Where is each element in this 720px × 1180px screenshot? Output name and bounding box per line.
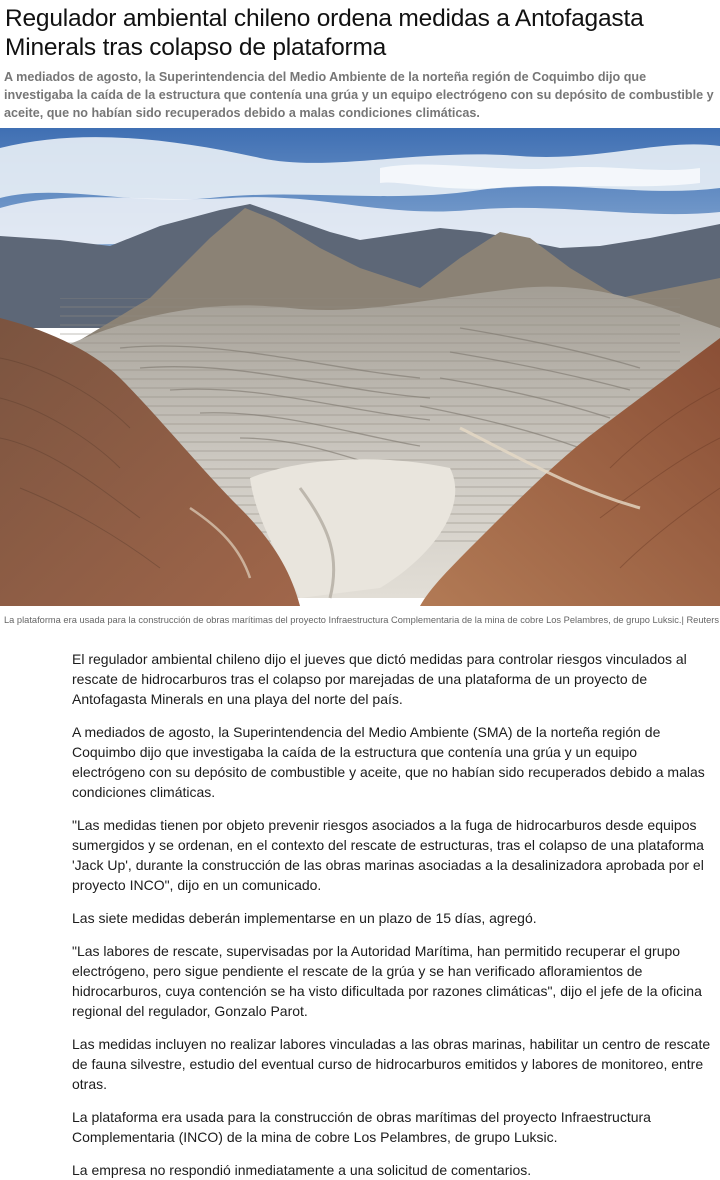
article-paragraph: "Las medidas tienen por objeto prevenir riesgos asociados a la fuga de hidrocarburos desde equipos sumergidos y se ordenan, en el contexto del rescate de estructuras, tras el colapso de una plataforma 'Jack Up', durante la construcción de las obras marinas asociadas a la desalinizadora aprobada por el proyecto INCO", dijo en un comunicado. [72,817,704,893]
article-hero-image [0,128,720,606]
open-pit-mine-photo [0,128,720,606]
article-paragraph: El regulador ambiental chileno dijo el jueves que dictó medidas para controlar riesgos vinculados al rescate de hidrocarburos tras el colapso por marejadas de una plataforma de un proyecto de Antofagasta Minerals en una playa del norte del país. [72,651,687,707]
image-caption: La plataforma era usada para la construcción de obras marítimas del proyecto Infraestructura Complementaria de la mina de cobre Los Pelambres, de grupo Luksic.| Reuters [4,615,720,625]
article-paragraph: Las siete medidas deberán implementarse en un plazo de 15 días, agregó. [72,910,537,926]
article-body [0,649,720,1180]
article-lede: A mediados de agosto, la Superintendencia del Medio Ambiente de la norteña región de Coquimbo dijo que investigaba la caída de la estructura que contenía una grúa y un equipo electrógeno con su depósito de combustible y aceite, que no habían sido recuperados debido a malas condiciones climáticas. [4,70,714,120]
article-paragraph: A mediados de agosto, la Superintendencia del Medio Ambiente (SMA) de la norteña región de Coquimbo dijo que investigaba la caída de la estructura que contenía una grúa y un equipo electrógeno con su depósito de combustible y aceite, que no habían sido recuperados debido a malas condiciones climáticas. [72,724,705,800]
article-paragraph: La plataforma era usada para la construcción de obras marítimas del proyecto Infraestructura Complementaria (INCO) de la mina de cobre Los Pelambres, de grupo Luksic. [72,1109,651,1145]
article-paragraph: Las medidas incluyen no realizar labores vinculadas a las obras marinas, habilitar un centro de rescate de fauna silvestre, estudio del eventual curso de hidrocarburos emitidos y labores de monitoreo, entre otras. [72,1036,711,1092]
article-paragraph: La empresa no respondió inmediatamente a una solicitud de comentarios. [72,1162,532,1178]
article-paragraph: "Las labores de rescate, supervisadas por la Autoridad Marítima, han permitido recuperar el grupo electrógeno, pero sigue pendiente el rescate de la grúa y se han verificado afloramientos de hidrocarburos, cuya contención se ha visto dificultada por razones climáticas", dijo el jefe de la oficina regional del regulador, Gonzalo Parot. [72,943,702,1019]
article-headline: Regulador ambiental chileno ordena medidas a Antofagasta Minerals tras colapso de plataforma [5,5,644,61]
